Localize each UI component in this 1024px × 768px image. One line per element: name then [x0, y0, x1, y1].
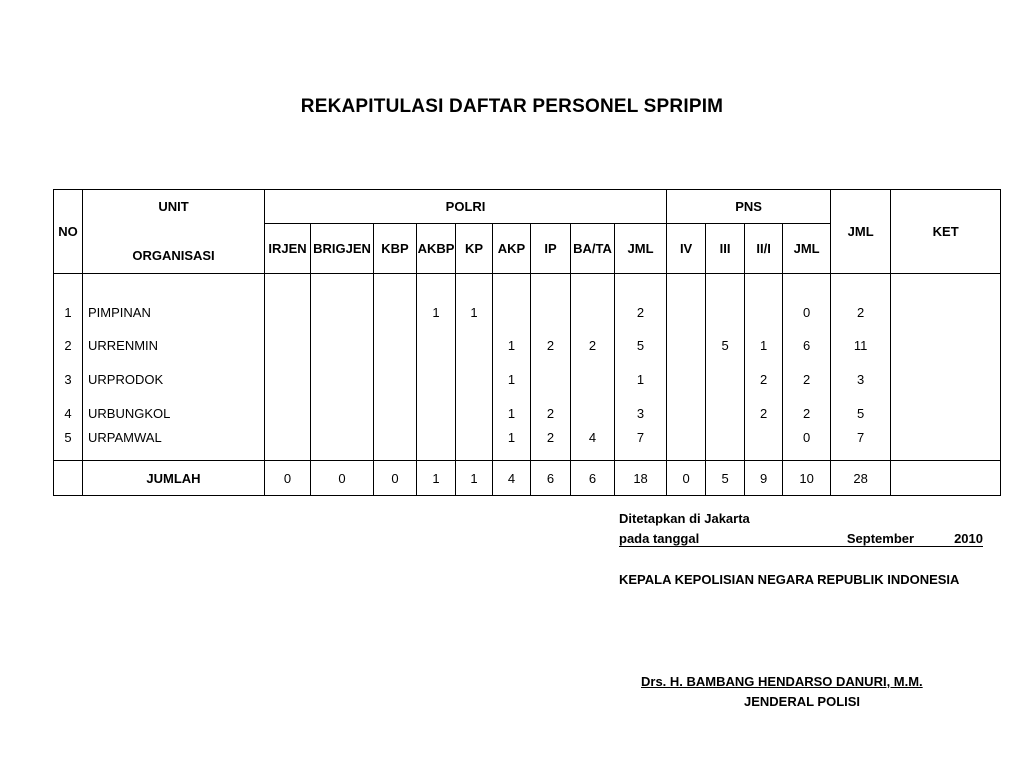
row-cell: 2: [783, 362, 831, 396]
row-cell: 0: [783, 430, 831, 461]
row-cell: [417, 328, 456, 362]
total-no: [54, 461, 83, 496]
total-label: JUMLAH: [83, 461, 265, 496]
personnel-recap-table: [53, 189, 1001, 496]
row-cell: 5: [706, 328, 745, 362]
total-cell: 1: [417, 461, 456, 496]
row-cell: 2: [615, 274, 667, 329]
signature-date: [619, 531, 983, 547]
table-row: [54, 430, 1001, 461]
row-cell: [571, 274, 615, 329]
row-cell: 4: [571, 430, 615, 461]
row-no: 4: [54, 396, 83, 430]
row-no: 2: [54, 328, 83, 362]
row-cell: 2: [531, 328, 571, 362]
total-cell: 9: [745, 461, 783, 496]
row-cell: [456, 430, 493, 461]
subheader-pns-cols-3: JML: [783, 224, 831, 274]
row-cell: [456, 328, 493, 362]
header-jml: JML: [831, 190, 891, 274]
row-cell: [531, 362, 571, 396]
header-unit-bottom: ORGANISASI: [132, 247, 215, 263]
row-cell: 6: [783, 328, 831, 362]
page-title: REKAPITULASI DAFTAR PERSONEL SPRIPIM: [300, 96, 724, 117]
header-no: NO: [54, 190, 83, 274]
total-cell: 10: [783, 461, 831, 496]
row-cell: 2: [745, 396, 783, 430]
row-cell: [667, 430, 706, 461]
row-cell: 1: [493, 328, 531, 362]
row-cell: 2: [531, 430, 571, 461]
header-polri: POLRI: [265, 190, 667, 224]
row-cell: [571, 362, 615, 396]
row-cell: [374, 396, 417, 430]
total-cell: 1: [456, 461, 493, 496]
row-cell: 1: [493, 430, 531, 461]
row-cell: [891, 430, 1001, 461]
row-cell: [311, 328, 374, 362]
subheader-polri-cols-5: AKP: [493, 224, 531, 274]
row-cell: [265, 396, 311, 430]
total-cell: 6: [571, 461, 615, 496]
total-cell: 18: [615, 461, 667, 496]
signature-place: Ditetapkan di Jakarta: [619, 511, 750, 526]
total-cell: [891, 461, 1001, 496]
signature-rank: JENDERAL POLISI: [743, 694, 861, 709]
row-cell: 7: [831, 430, 891, 461]
row-cell: 1: [456, 274, 493, 329]
row-cell: [706, 362, 745, 396]
row-cell: [531, 274, 571, 329]
row-cell: [493, 274, 531, 329]
row-cell: [706, 274, 745, 329]
row-cell: [891, 328, 1001, 362]
row-unit: URPAMWAL: [83, 430, 265, 461]
row-cell: [891, 274, 1001, 329]
row-cell: [456, 396, 493, 430]
signature-month: September: [846, 531, 915, 546]
total-cell: 0: [265, 461, 311, 496]
row-cell: [311, 396, 374, 430]
signature-office: KEPALA KEPOLISIAN NEGARA REPUBLIK INDONESIA: [619, 572, 960, 587]
row-cell: [891, 396, 1001, 430]
row-cell: [745, 430, 783, 461]
row-cell: 7: [615, 430, 667, 461]
total-cell: 0: [667, 461, 706, 496]
row-cell: 2: [531, 396, 571, 430]
row-cell: [311, 362, 374, 396]
row-cell: [265, 430, 311, 461]
row-cell: [374, 328, 417, 362]
row-cell: [456, 362, 493, 396]
row-cell: 11: [831, 328, 891, 362]
total-cell: 4: [493, 461, 531, 496]
subheader-pns-cols-0: IV: [667, 224, 706, 274]
signature-name: Drs. H. BAMBANG HENDARSO DANURI, M.M.: [641, 674, 923, 689]
table-row: [54, 362, 1001, 396]
row-cell: 1: [417, 274, 456, 329]
row-cell: [706, 396, 745, 430]
header-unit-top: UNIT: [158, 198, 189, 214]
subheader-polri-cols-0: IRJEN: [265, 224, 311, 274]
row-cell: [311, 274, 374, 329]
row-cell: 1: [615, 362, 667, 396]
signature-date-label: pada tanggal: [619, 531, 700, 546]
row-unit: URBUNGKOL: [83, 396, 265, 430]
row-cell: 3: [831, 362, 891, 396]
total-cell: 0: [374, 461, 417, 496]
total-cell: 0: [311, 461, 374, 496]
row-unit: PIMPINAN: [83, 274, 265, 329]
row-cell: 5: [615, 328, 667, 362]
table-row: [54, 274, 1001, 329]
total-cell: 5: [706, 461, 745, 496]
row-cell: [417, 430, 456, 461]
total-row: [54, 461, 1001, 496]
header-unit-organisasi: [83, 190, 265, 274]
row-cell: 5: [831, 396, 891, 430]
row-cell: [374, 430, 417, 461]
row-cell: 2: [831, 274, 891, 329]
row-cell: 1: [493, 362, 531, 396]
row-cell: 3: [615, 396, 667, 430]
subheader-polri-cols-2: KBP: [374, 224, 417, 274]
row-cell: [265, 274, 311, 329]
table-row: [54, 396, 1001, 430]
row-no: 3: [54, 362, 83, 396]
total-cell: 28: [831, 461, 891, 496]
row-cell: [374, 274, 417, 329]
row-cell: [667, 396, 706, 430]
subheader-polri-cols-6: IP: [531, 224, 571, 274]
row-cell: [265, 362, 311, 396]
row-cell: 1: [745, 328, 783, 362]
row-cell: [745, 274, 783, 329]
subheader-polri-cols-7: BA/TA: [571, 224, 615, 274]
row-no: 5: [54, 430, 83, 461]
row-cell: [667, 362, 706, 396]
row-cell: 1: [493, 396, 531, 430]
row-cell: [374, 362, 417, 396]
row-unit: URRENMIN: [83, 328, 265, 362]
header-pns: PNS: [667, 190, 831, 224]
subheader-polri-cols-3: AKBP: [417, 224, 456, 274]
row-cell: [667, 328, 706, 362]
row-cell: [667, 274, 706, 329]
row-cell: 0: [783, 274, 831, 329]
row-cell: [265, 328, 311, 362]
row-cell: 2: [783, 396, 831, 430]
row-unit: URPRODOK: [83, 362, 265, 396]
row-no: 1: [54, 274, 83, 329]
row-cell: 2: [745, 362, 783, 396]
row-cell: [417, 362, 456, 396]
row-cell: 2: [571, 328, 615, 362]
table-row: [54, 328, 1001, 362]
row-cell: [891, 362, 1001, 396]
subheader-polri-cols-1: BRIGJEN: [311, 224, 374, 274]
signature-year: 2010: [954, 531, 983, 546]
header-ket: KET: [891, 190, 1001, 274]
row-cell: [571, 396, 615, 430]
subheader-polri-cols-4: KP: [456, 224, 493, 274]
total-cell: 6: [531, 461, 571, 496]
subheader-pns-cols-1: III: [706, 224, 745, 274]
row-cell: [311, 430, 374, 461]
subheader-pns-cols-2: II/I: [745, 224, 783, 274]
row-cell: [706, 430, 745, 461]
row-cell: [417, 396, 456, 430]
subheader-polri-cols-8: JML: [615, 224, 667, 274]
